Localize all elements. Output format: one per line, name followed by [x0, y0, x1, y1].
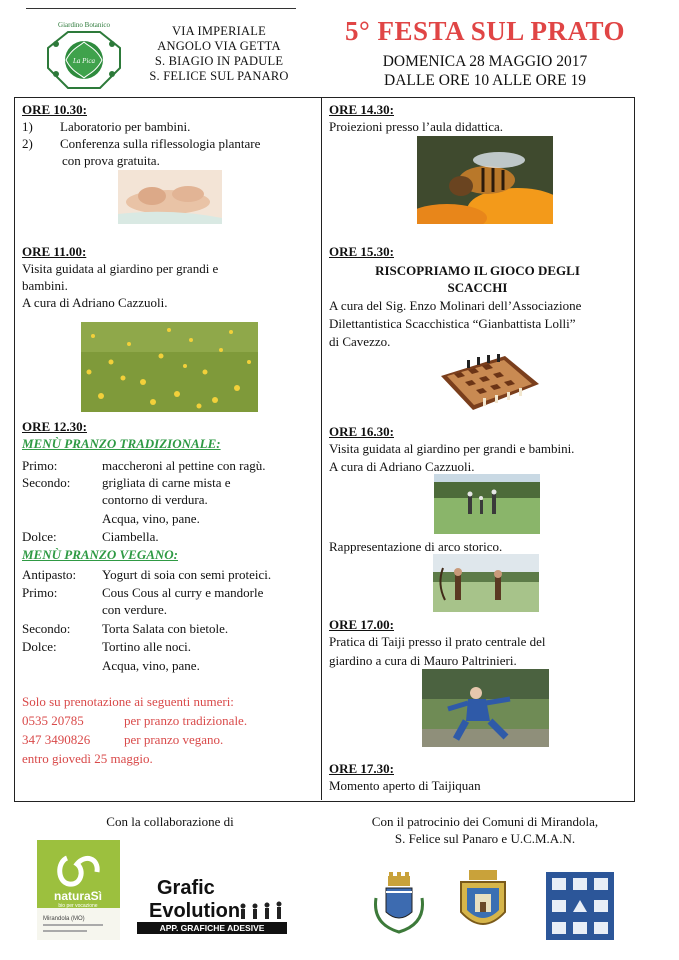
phone-traditional: 0535 20785 [22, 713, 84, 728]
chessboard-photo [431, 346, 543, 416]
time-1730: ORE 17.30: [329, 761, 394, 776]
time-1530: ORE 15.30: [329, 244, 394, 259]
time-1430: ORE 14.30: [329, 102, 394, 117]
archery-text: Rappresentazione di arco storico. [329, 539, 503, 554]
address-block: VIA IMPERIALE ANGOLO VIA GETTA S. BIAGIO IN PADULE S. FELICE SUL PANARO [149, 24, 289, 83]
collaboration-label: Con la collaborazione di [106, 814, 234, 829]
top-rule [26, 8, 296, 9]
patronage-label: Con il patrocinio dei Comuni di Mirandola, S. Felice sul Panaro e U.C.M.A.N. [371, 814, 599, 846]
svg-text:bio per vocazione: bio per vocazione [58, 903, 98, 909]
activity-conference: Conferenza sulla riflessologia plantare [60, 136, 261, 151]
column-divider [321, 97, 322, 800]
foot-massage-photo [118, 170, 222, 224]
svg-text:APP. GRAFICHE ADESIVE: APP. GRAFICHE ADESIVE [159, 923, 265, 933]
archery-photo [433, 554, 539, 612]
menu-vegan-title: MENÙ PRANZO VEGANO: [22, 547, 179, 562]
time-1630: ORE 16.30: [329, 424, 394, 439]
svg-text:La Pica: La Pica [73, 57, 95, 65]
naturasi-logo [37, 840, 120, 940]
time-1100: ORE 11.00: [22, 244, 87, 259]
time-1700: ORE 17.00: [329, 617, 394, 632]
svg-text:Giardino Botanico: Giardino Botanico [58, 21, 110, 29]
mirandola-coat-of-arms [368, 868, 430, 936]
event-date: DOMENICA 28 MAGGIO 2017 DALLE ORE 10 ALLE ORE 19 [382, 53, 588, 89]
svg-text:Mirandola (MO): Mirandola (MO) [43, 916, 85, 922]
svg-text:naturaSì: naturaSì [53, 889, 103, 903]
san-felice-coat-of-arms [455, 868, 511, 936]
phone-vegan: 347 3490826 [22, 732, 91, 747]
taiji-photo [422, 669, 549, 747]
menu-traditional-title: MENÙ PRANZO TRADIZIONALE: [22, 436, 221, 451]
giardino-botanico-logo [36, 18, 132, 94]
bee-photo [417, 136, 553, 224]
booking-note: Solo su prenotazione ai seguenti numeri: [22, 694, 234, 709]
time-1030: ORE 10.30: [22, 102, 87, 117]
grafic-evolution-logo [131, 870, 291, 940]
chess-headline: RISCOPRIAMO IL GIOCO DEGLI [375, 263, 580, 278]
page-title: 5° FESTA SUL PRATO [344, 16, 626, 46]
ucman-emblem [546, 872, 614, 940]
garden-walk-photo [434, 474, 540, 534]
svg-text:Evolution: Evolution [149, 900, 241, 922]
meadow-flowers-photo [81, 322, 258, 412]
activity-lab: Laboratorio per bambini. [60, 119, 191, 134]
time-1230: ORE 12.30: [22, 419, 87, 434]
svg-text:Grafic: Grafic [157, 877, 215, 899]
